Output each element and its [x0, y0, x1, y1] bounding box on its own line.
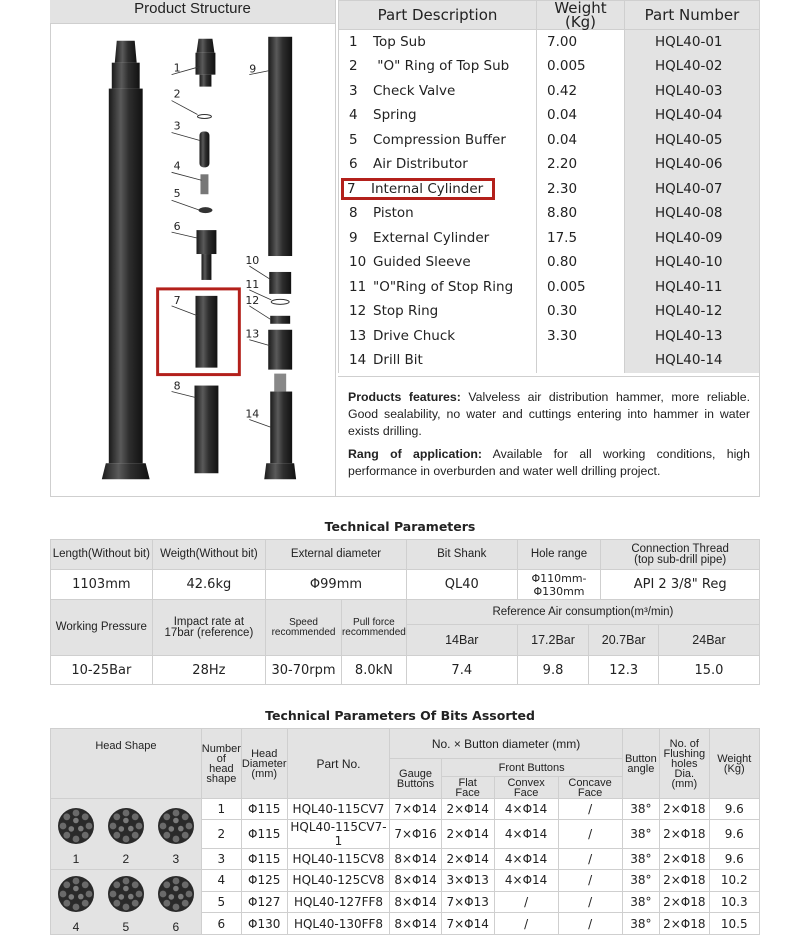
- part-number: HQL40-08: [625, 201, 760, 226]
- part-row: [339, 79, 760, 104]
- v-working-pressure: 10-25Bar: [51, 656, 153, 685]
- h-flat-l2: Face: [455, 786, 480, 799]
- h-flush-l2: Flushing: [663, 747, 706, 760]
- part-number: HQL40-06: [625, 152, 760, 177]
- bit-weight: 10.2: [709, 870, 760, 892]
- part-description-cell: [339, 201, 537, 226]
- bit-flat: 7×Φ14: [441, 913, 494, 935]
- part-no: 5: [349, 131, 358, 148]
- h-angle-l2: angle: [627, 762, 655, 775]
- h-pull-line1: Pull force: [353, 616, 395, 628]
- h-14bar: 14Bar: [406, 625, 517, 656]
- bit-no: 2: [201, 820, 241, 849]
- part-name: Air Distributor: [373, 156, 468, 173]
- bit-gauge: 7×Φ14: [390, 799, 441, 820]
- part-name: "O"Ring of Stop Ring: [373, 278, 514, 295]
- part-weight: 7.00: [537, 30, 625, 55]
- bit-flush: 2×Φ18: [660, 913, 709, 935]
- part-weight: 0.005: [537, 275, 625, 300]
- h-hole-range: Hole range: [517, 540, 601, 570]
- bit-flat: 3×Φ13: [441, 870, 494, 892]
- parts-table: [338, 0, 760, 373]
- bit-flat: 2×Φ14: [441, 820, 494, 849]
- bit-convex: 4×Φ14: [494, 799, 558, 820]
- part-row: [339, 128, 760, 153]
- h-external-diameter: External diameter: [266, 540, 407, 570]
- h-weight: Weigth(Without bit): [152, 540, 265, 570]
- part-name: Top Sub: [373, 34, 426, 50]
- external-cylinder-image: [264, 37, 296, 479]
- diagram-label-8: 8: [173, 379, 181, 393]
- part-no: 7: [347, 180, 356, 197]
- part-no: 4: [349, 107, 358, 124]
- bit-face-icon: [54, 874, 98, 914]
- h-bweight-l1: Weight: [717, 752, 752, 765]
- part-name: Compression Buffer: [373, 131, 506, 148]
- head-shape-label: 3: [172, 852, 180, 866]
- part-number: HQL40-04: [625, 103, 760, 128]
- bit-pn: HQL40-130FF8: [287, 913, 390, 935]
- part-weight: 0.80: [537, 250, 625, 275]
- bit-convex: 4×Φ14: [494, 820, 558, 849]
- part-no: 8: [349, 205, 358, 222]
- bit-no: 5: [201, 891, 241, 913]
- bit-row: [51, 799, 760, 820]
- diagram-label-1: 1: [173, 61, 181, 75]
- bit-angle: 38°: [622, 913, 660, 935]
- bit-face-icon: [104, 806, 148, 846]
- part-row: [339, 324, 760, 349]
- part-description-cell: [339, 152, 537, 177]
- bit-convex: /: [494, 913, 558, 935]
- bit-convex: 4×Φ14: [494, 849, 558, 870]
- bits-table: [50, 728, 760, 935]
- bit-no: 1: [201, 799, 241, 820]
- h-flush-l3: holes: [671, 757, 698, 770]
- diagram-label-9: 9: [249, 62, 257, 76]
- bit-angle: 38°: [622, 891, 660, 913]
- part-description-cell: [339, 128, 537, 153]
- h-air-consumption: Reference Air consumption(m³/min): [406, 600, 759, 625]
- part-label: [349, 58, 509, 74]
- h-impact-line1: Impact rate at: [173, 615, 245, 628]
- bit-pn: HQL40-115CV7-1: [287, 820, 390, 849]
- bit-convex: /: [494, 891, 558, 913]
- part-label: [349, 132, 506, 148]
- bit-face-icon: [54, 806, 98, 846]
- part-no: 3: [349, 82, 358, 99]
- bit-dia: Φ127: [241, 891, 287, 913]
- bit-head-shape: [53, 806, 99, 866]
- part-label: [349, 83, 455, 99]
- diagram-label-7: 7: [173, 293, 181, 307]
- part-no: 13: [349, 327, 367, 344]
- part-row: [339, 299, 760, 324]
- bit-dia: Φ115: [241, 799, 287, 820]
- h-concave-l1: Concave: [568, 776, 612, 789]
- part-description-cell: [339, 177, 537, 202]
- bit-head-shape: [153, 806, 199, 866]
- h-impact-line2: 17bar (reference): [164, 626, 254, 639]
- part-no: 12: [349, 303, 367, 320]
- h-20bar: 20.7Bar: [589, 625, 659, 656]
- col-weight-line2: (Kg): [564, 13, 597, 31]
- h-24bar: 24Bar: [658, 625, 759, 656]
- part-weight: [537, 348, 625, 373]
- part-label: [349, 254, 471, 270]
- part-label: [349, 205, 414, 221]
- part-name: Piston: [373, 205, 414, 222]
- diagram-label-3: 3: [173, 119, 181, 133]
- bit-dia: Φ130: [241, 913, 287, 935]
- bit-concave: /: [558, 870, 622, 892]
- h-flushing-holes: [660, 729, 709, 799]
- assembled-hammer-image: [102, 41, 150, 479]
- bit-pn: HQL40-115CV8: [287, 849, 390, 870]
- part-number: HQL40-12: [625, 299, 760, 324]
- h-convex-face: [494, 777, 558, 799]
- bit-dia: Φ125: [241, 870, 287, 892]
- v-bit-shank: QL40: [406, 570, 517, 600]
- part-no: 1: [349, 34, 358, 50]
- part-weight: 3.30: [537, 324, 625, 349]
- v-speed: 30-70rpm: [266, 656, 342, 685]
- h-speed: [266, 600, 342, 656]
- head-shape-images: [51, 799, 202, 870]
- h-front-buttons: Front Buttons: [441, 759, 622, 777]
- part-no: 9: [349, 229, 358, 246]
- part-number: HQL40-02: [625, 54, 760, 79]
- bit-flush: 2×Φ18: [660, 891, 709, 913]
- h-gauge-l1: Gauge: [399, 767, 433, 780]
- h-dia-l3: (mm): [251, 767, 278, 780]
- part-weight: 0.04: [537, 103, 625, 128]
- part-no: 6: [349, 156, 358, 173]
- exploded-parts-image: [194, 39, 218, 473]
- part-label: [349, 34, 426, 50]
- part-description-cell: [339, 275, 537, 300]
- diagram-label-6: 6: [173, 220, 181, 234]
- bit-gauge: 8×Φ14: [390, 870, 441, 892]
- h-part-no: Part No.: [287, 729, 390, 799]
- part-row: [339, 226, 760, 251]
- bit-weight: 9.6: [709, 849, 760, 870]
- bit-concave: /: [558, 849, 622, 870]
- h-number-head-shape: [201, 729, 241, 799]
- bit-angle: 38°: [622, 870, 660, 892]
- col-part-number: Part Number: [625, 1, 760, 30]
- bit-angle: 38°: [622, 849, 660, 870]
- head-shape-label: 5: [122, 920, 130, 934]
- bit-face-icon: [154, 806, 198, 846]
- part-row: [339, 348, 760, 373]
- h-speed-line1: Speed: [289, 616, 318, 628]
- head-shape-label: 2: [122, 852, 130, 866]
- part-name: Spring: [373, 107, 417, 124]
- v-24bar: 15.0: [658, 656, 759, 685]
- part-weight: 2.20: [537, 152, 625, 177]
- h-concave-l2: Face: [577, 786, 603, 799]
- application-label: Rang of application:: [348, 447, 482, 461]
- h-working-pressure: Working Pressure: [51, 600, 153, 656]
- part-weight: 0.04: [537, 128, 625, 153]
- part-label: [349, 279, 513, 295]
- part-description-cell: [339, 79, 537, 104]
- h-head-shape: Head Shape: [51, 729, 202, 799]
- bit-flat: 2×Φ14: [441, 849, 494, 870]
- part-no: 2: [349, 58, 358, 75]
- part-label: [349, 230, 489, 246]
- v-17bar: 9.8: [517, 656, 589, 685]
- part-description-cell: [339, 348, 537, 373]
- bit-head-shape: [103, 874, 149, 934]
- h-concave-face: [558, 777, 622, 799]
- h-head-diameter: [241, 729, 287, 799]
- bit-flush: 2×Φ18: [660, 799, 709, 820]
- features-label: Products features:: [348, 390, 461, 404]
- part-row: [339, 103, 760, 128]
- bit-pn: HQL40-115CV7: [287, 799, 390, 820]
- part-row: [339, 177, 760, 202]
- h-bweight-l2: (Kg): [723, 762, 745, 775]
- h-number-l3: head: [209, 762, 234, 775]
- part-weight: 0.30: [537, 299, 625, 324]
- h-number-l4: shape: [206, 772, 237, 785]
- diagram-label-4: 4: [173, 159, 181, 173]
- bit-weight: 10.5: [709, 913, 760, 935]
- h-angle-l1: Button: [624, 752, 657, 765]
- diagram-label-14: 14: [245, 407, 260, 421]
- bit-head-shape: [53, 874, 99, 934]
- v-hole-range: Φ110mm-Φ130mm: [517, 570, 601, 600]
- v-20bar: 12.3: [589, 656, 659, 685]
- bit-face-icon: [104, 874, 148, 914]
- col-part-description: Part Description: [339, 1, 537, 30]
- bit-pn: HQL40-125CV8: [287, 870, 390, 892]
- v-length: 1103mm: [51, 570, 153, 600]
- bit-dia: Φ115: [241, 820, 287, 849]
- h-flush-l5: (mm): [671, 777, 698, 790]
- part-no: 11: [349, 278, 367, 295]
- part-row: [339, 152, 760, 177]
- bit-convex: 4×Φ14: [494, 870, 558, 892]
- h-bit-weight: [709, 729, 760, 799]
- head-shape-label: 6: [172, 920, 180, 934]
- part-no: 14: [349, 352, 367, 369]
- product-features: [338, 376, 760, 497]
- bit-angle: 38°: [622, 799, 660, 820]
- diagram-label-10: 10: [245, 253, 260, 267]
- bit-no: 3: [201, 849, 241, 870]
- v-pull-force: 8.0kN: [341, 656, 406, 685]
- product-structure-title: Product Structure: [50, 0, 336, 24]
- h-buttons: No. × Button diameter (mm): [390, 729, 622, 759]
- bit-no: 4: [201, 870, 241, 892]
- bit-gauge: 7×Φ16: [390, 820, 441, 849]
- part-label: [349, 107, 417, 123]
- part-row: [339, 54, 760, 79]
- h-gauge-l2: Buttons: [396, 777, 435, 790]
- part-label: [349, 156, 468, 172]
- part-row: [339, 250, 760, 275]
- h-bit-shank: Bit Shank: [406, 540, 517, 570]
- part-description-cell: [339, 103, 537, 128]
- h-pull-force: [341, 600, 406, 656]
- bit-concave: /: [558, 820, 622, 849]
- bit-face-icon: [154, 874, 198, 914]
- part-number: HQL40-11: [625, 275, 760, 300]
- part-name: Drive Chuck: [373, 327, 456, 344]
- diagram-label-2: 2: [173, 87, 181, 101]
- part-name: External Cylinder: [373, 229, 490, 246]
- part-weight: 17.5: [537, 226, 625, 251]
- v-external-diameter: Φ99mm: [266, 570, 407, 600]
- part-description-cell: [339, 30, 537, 55]
- h-flat-face: [441, 777, 494, 799]
- diagram-label-5: 5: [173, 187, 181, 201]
- part-number: HQL40-14: [625, 348, 760, 373]
- h-flush-l4: Dia.: [674, 767, 695, 780]
- bit-weight: 9.6: [709, 799, 760, 820]
- h-convex-l2: Face: [513, 786, 539, 799]
- bit-concave: /: [558, 913, 622, 935]
- bit-concave: /: [558, 891, 622, 913]
- diagram-label-11: 11: [245, 277, 260, 291]
- bits-title: Technical Parameters Of Bits Assorted: [265, 708, 535, 723]
- bit-flush: 2×Φ18: [660, 849, 709, 870]
- part-row: [339, 275, 760, 300]
- h-dia-l1: Head: [251, 747, 278, 760]
- bit-gauge: 8×Φ14: [390, 849, 441, 870]
- part-label: [349, 303, 438, 319]
- part-description-cell: [339, 54, 537, 79]
- part-number: HQL40-07: [625, 177, 760, 202]
- part-number: HQL40-13: [625, 324, 760, 349]
- highlight-box-internal-cylinder: [341, 178, 495, 200]
- part-number: HQL40-05: [625, 128, 760, 153]
- part-name: "O" Ring of Top Sub: [373, 58, 510, 75]
- h-gauge-buttons: [390, 759, 441, 799]
- bit-gauge: 8×Φ14: [390, 891, 441, 913]
- h-connection-thread: [601, 540, 760, 570]
- bit-pn: HQL40-127FF8: [287, 891, 390, 913]
- bit-flat: 7×Φ13: [441, 891, 494, 913]
- col-weight-line1: Weight: [554, 0, 607, 17]
- v-14bar: 7.4: [406, 656, 517, 685]
- tech-params-table: [50, 539, 760, 685]
- bit-head-shape: [153, 874, 199, 934]
- bit-flat: 2×Φ14: [441, 799, 494, 820]
- v-connection-thread: API 2 3/8" Reg: [601, 570, 760, 600]
- part-weight: 0.42: [537, 79, 625, 104]
- part-weight: 0.005: [537, 54, 625, 79]
- part-number: HQL40-01: [625, 30, 760, 55]
- bit-weight: 9.6: [709, 820, 760, 849]
- part-weight: 2.30: [537, 177, 625, 202]
- h-thread-line2: (top sub-drill pipe): [634, 553, 727, 566]
- h-pull-line2: recommended: [341, 626, 406, 638]
- h-17bar: 17.2Bar: [517, 625, 589, 656]
- part-description-cell: [339, 324, 537, 349]
- bit-no: 6: [201, 913, 241, 935]
- h-speed-line2: recommended: [271, 626, 336, 638]
- col-weight: [537, 1, 625, 30]
- h-convex-l1: Convex: [507, 776, 545, 789]
- h-length: Length(Without bit): [51, 540, 153, 570]
- part-name: Drill Bit: [373, 352, 423, 369]
- head-shape-label: 4: [72, 920, 80, 934]
- part-name: Stop Ring: [373, 303, 439, 320]
- v-weight: 42.6kg: [152, 570, 265, 600]
- part-number: HQL40-10: [625, 250, 760, 275]
- bit-concave: /: [558, 799, 622, 820]
- part-row: [339, 30, 760, 55]
- bit-weight: 10.3: [709, 891, 760, 913]
- bit-flush: 2×Φ18: [660, 820, 709, 849]
- part-name: Check Valve: [373, 82, 456, 99]
- product-structure-diagram: [50, 24, 336, 497]
- h-button-angle: [622, 729, 660, 799]
- application-text: Available for all working conditions, high performance in overburden and water well drilling project.: [348, 447, 750, 478]
- part-description-cell: [339, 226, 537, 251]
- features-text: Valveless air distribution hammer, more reliable. Good sealability, no water and cuttings entering into hammer in water exists drilling.: [348, 390, 750, 438]
- bit-flush: 2×Φ18: [660, 870, 709, 892]
- part-number: HQL40-03: [625, 79, 760, 104]
- h-dia-l2: Diameter: [241, 757, 287, 770]
- head-shape-images: [51, 870, 202, 935]
- part-number: HQL40-09: [625, 226, 760, 251]
- h-thread-line1: Connection Thread: [631, 542, 729, 555]
- diagram-label-12: 12: [245, 293, 260, 307]
- tech-params-title: Technical Parameters: [324, 519, 476, 534]
- part-name: Internal Cylinder: [371, 180, 484, 197]
- part-description-cell: [339, 250, 537, 275]
- head-shape-label: 1: [72, 852, 80, 866]
- part-description-cell: [339, 299, 537, 324]
- part-name: Guided Sleeve: [373, 254, 471, 271]
- part-row: [339, 201, 760, 226]
- h-flat-l1: Flat: [458, 776, 477, 789]
- v-impact-rate: 28Hz: [152, 656, 265, 685]
- bit-angle: 38°: [622, 820, 660, 849]
- bit-gauge: 8×Φ14: [390, 913, 441, 935]
- part-no: 10: [349, 254, 367, 271]
- bit-head-shape: [103, 806, 149, 866]
- part-label: [349, 352, 423, 368]
- diagram-label-13: 13: [245, 327, 260, 341]
- part-label: [349, 328, 455, 344]
- h-impact-rate: [152, 600, 265, 656]
- bit-dia: Φ115: [241, 849, 287, 870]
- part-weight: 8.80: [537, 201, 625, 226]
- bit-row: [51, 870, 760, 892]
- h-flush-l1: No. of: [669, 737, 699, 750]
- h-number-l1: Number: [201, 742, 241, 755]
- h-number-l2: of: [216, 752, 226, 765]
